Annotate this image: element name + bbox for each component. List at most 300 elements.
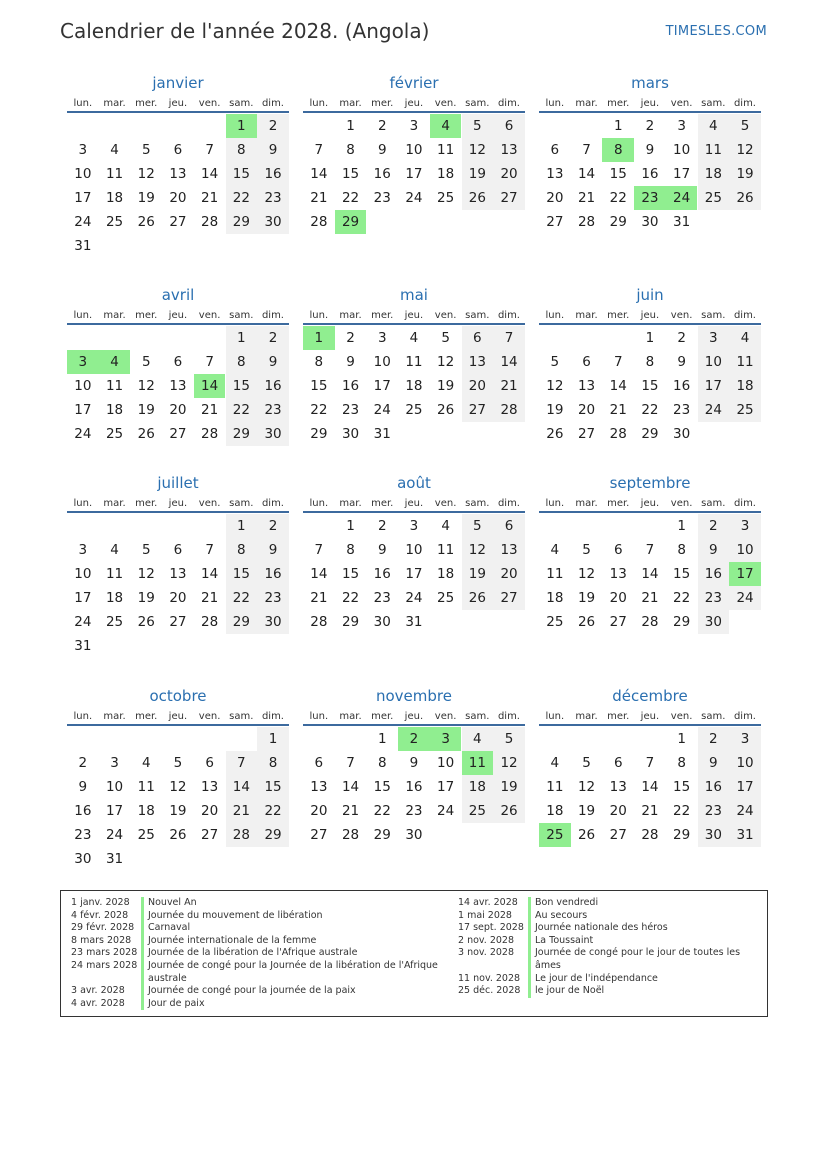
weekday-label: lun. [309, 711, 329, 722]
day: 19 [137, 190, 155, 206]
day: 2 [257, 326, 289, 350]
day: 22 [257, 799, 289, 823]
day: 1 [346, 518, 355, 534]
holiday-entry [71, 960, 451, 985]
weekday-label: dim. [261, 310, 284, 321]
weekday-label: lun. [545, 498, 565, 509]
day: 23 [373, 590, 391, 606]
site-link[interactable]: TIMESLES.COM [665, 24, 767, 39]
day: 7 [205, 354, 214, 370]
day: 12 [546, 378, 564, 394]
day: 8 [677, 755, 686, 771]
day: 19 [462, 562, 494, 586]
holiday-date: 23 mars 2028 [71, 947, 138, 959]
day: 21 [493, 374, 525, 398]
day: 20 [310, 803, 328, 819]
day: 23 [405, 803, 423, 819]
day: 5 [582, 755, 591, 771]
day: 23 [74, 827, 92, 843]
holiday-name: Le jour de l'indépendance [535, 972, 658, 984]
weekday-label: mar. [575, 310, 598, 321]
day: 29 [673, 827, 691, 843]
day: 4 [550, 542, 560, 558]
holiday-entry [71, 947, 451, 960]
day: 24 [405, 590, 423, 606]
weekday-label: lun. [73, 98, 93, 109]
day: 10 [729, 751, 761, 775]
month-name: juin [636, 286, 664, 304]
day: 6 [493, 114, 525, 138]
weekday-label: ven. [198, 310, 221, 321]
day: 19 [729, 162, 761, 186]
holiday-date: 1 janv. 2028 [71, 897, 130, 908]
day: 20 [169, 590, 187, 606]
day: 9 [257, 138, 289, 162]
day: 31 [105, 851, 124, 867]
day: 17 [373, 378, 391, 394]
weekday-label: ven. [198, 498, 221, 509]
day: 13 [201, 779, 219, 795]
weekday-label: mer. [135, 98, 158, 109]
holiday-day: 2 [398, 727, 430, 751]
day: 2 [257, 514, 289, 538]
day: 29 [226, 610, 258, 634]
weekday-header [67, 497, 289, 513]
weekday-label: sam. [701, 310, 726, 321]
holiday-day: 4 [99, 350, 131, 374]
holiday-date: 29 févr. 2028 [71, 922, 135, 934]
holiday-name: Journée de la libération de l'Afrique australe [148, 947, 358, 959]
day: 28 [226, 823, 258, 847]
day: 11 [105, 378, 124, 394]
holiday-name: le jour de Noël [535, 985, 605, 997]
day: 9 [409, 755, 419, 771]
day: 22 [673, 590, 691, 606]
weekday-label: mar. [103, 498, 126, 509]
day: 28 [609, 426, 627, 442]
weekday-label: ven. [198, 98, 221, 109]
holiday-day: 1 [303, 326, 335, 350]
weekday-label: dim. [261, 498, 284, 509]
day: 10 [373, 354, 391, 370]
day: 6 [173, 354, 183, 370]
day: 5 [462, 514, 494, 538]
day: 4 [110, 542, 119, 558]
day: 17 [729, 775, 761, 799]
day: 3 [729, 727, 761, 751]
holiday-marker [528, 985, 531, 998]
month-8 [539, 473, 761, 682]
day: 23 [257, 398, 289, 422]
month-0 [67, 73, 289, 282]
month-name: mai [400, 286, 428, 304]
holiday-entry [458, 910, 758, 923]
month-name: avril [161, 286, 195, 304]
day-grid [67, 326, 289, 494]
weekday-label: dim. [261, 711, 284, 722]
day: 23 [698, 799, 730, 823]
day: 23 [673, 402, 691, 418]
day: 18 [546, 590, 564, 606]
holiday-list-left [71, 897, 451, 1010]
day: 5 [141, 354, 151, 370]
weekday-label: ven. [434, 310, 457, 321]
day: 20 [493, 562, 525, 586]
day: 10 [729, 538, 761, 562]
day: 27 [609, 827, 627, 843]
day: 11 [546, 566, 564, 582]
month-name: septembre [609, 474, 691, 492]
month-5 [539, 285, 761, 494]
day: 23 [257, 186, 289, 210]
weekday-label: sam. [465, 498, 490, 509]
holiday-entry [71, 985, 451, 998]
day: 20 [609, 590, 627, 606]
day: 13 [462, 350, 494, 374]
day: 4 [110, 142, 119, 158]
day: 3 [677, 118, 686, 134]
day: 16 [257, 162, 289, 186]
day: 10 [405, 542, 423, 558]
weekday-label: mer. [607, 498, 630, 509]
day-grid [539, 326, 761, 494]
day: 15 [341, 166, 360, 182]
day: 14 [201, 566, 219, 582]
day: 14 [493, 350, 525, 374]
day: 12 [729, 138, 761, 162]
holiday-entry [71, 910, 451, 923]
day: 28 [201, 214, 219, 230]
day: 18 [729, 374, 761, 398]
day: 15 [609, 166, 627, 182]
day: 29 [673, 614, 691, 630]
holiday-date: 1 mai 2028 [458, 909, 512, 921]
day: 9 [677, 354, 686, 370]
day: 27 [310, 827, 328, 843]
day: 6 [314, 755, 324, 771]
day: 26 [137, 214, 155, 230]
day: 26 [137, 614, 155, 630]
day: 31 [74, 638, 92, 654]
day: 21 [201, 402, 219, 418]
day: 13 [493, 538, 525, 562]
day: 14 [577, 166, 596, 182]
holiday-date: 8 mars 2028 [71, 934, 132, 946]
weekday-header [303, 710, 525, 726]
day: 15 [257, 775, 289, 799]
holiday-date: 3 nov. 2028 [458, 947, 514, 959]
day: 23 [341, 402, 360, 418]
day: 17 [405, 566, 423, 582]
day: 9 [257, 538, 289, 562]
day: 13 [169, 378, 187, 394]
holiday-name: Jour de paix [148, 997, 205, 1009]
holiday-name: Nouvel An [148, 897, 197, 908]
day: 2 [257, 114, 289, 138]
day: 24 [74, 426, 92, 442]
day: 7 [582, 142, 591, 158]
day: 11 [105, 566, 124, 582]
day: 24 [74, 214, 92, 230]
day: 6 [493, 514, 525, 538]
weekday-label: lun. [545, 310, 565, 321]
day: 13 [169, 566, 187, 582]
holiday-marker [528, 922, 531, 935]
month-name: octobre [149, 687, 207, 705]
day-grid [67, 514, 289, 682]
day: 8 [346, 142, 355, 158]
weekday-label: jeu. [168, 98, 188, 109]
day: 2 [377, 118, 387, 134]
weekday-label: dim. [733, 498, 756, 509]
holiday-day: 14 [194, 374, 226, 398]
day: 3 [729, 514, 761, 538]
weekday-label: sam. [701, 498, 726, 509]
weekday-label: ven. [434, 498, 457, 509]
day: 22 [310, 402, 328, 418]
weekday-label: sam. [229, 498, 254, 509]
day: 2 [698, 727, 730, 751]
day: 28 [577, 214, 596, 230]
holiday-day: 8 [602, 138, 634, 162]
day: 29 [341, 614, 360, 630]
day: 28 [310, 614, 328, 630]
day: 27 [493, 186, 525, 210]
day: 4 [441, 518, 450, 534]
day: 16 [257, 374, 289, 398]
weekday-label: mar. [575, 98, 598, 109]
month-7 [303, 473, 525, 682]
day: 28 [310, 214, 328, 230]
weekday-header [303, 497, 525, 513]
month-name: mars [631, 74, 669, 92]
day: 7 [493, 326, 525, 350]
day: 15 [341, 566, 360, 582]
day: 25 [546, 614, 564, 630]
holiday-list [60, 890, 768, 1017]
day: 15 [673, 566, 691, 582]
holiday-day: 23 [634, 186, 666, 210]
weekday-label: sam. [465, 310, 490, 321]
day: 6 [613, 542, 623, 558]
day: 12 [437, 354, 455, 370]
day: 9 [257, 350, 289, 374]
day: 18 [105, 190, 124, 206]
day: 5 [729, 114, 761, 138]
day: 16 [698, 775, 730, 799]
day: 19 [137, 402, 155, 418]
day: 29 [257, 823, 289, 847]
weekday-label: dim. [733, 711, 756, 722]
holiday-date: 2 nov. 2028 [458, 934, 514, 946]
weekday-label: mar. [575, 498, 598, 509]
day-grid [303, 727, 525, 895]
weekday-label: mer. [371, 310, 394, 321]
day: 1 [677, 731, 686, 747]
holiday-marker [528, 910, 531, 923]
day: 22 [341, 190, 360, 206]
day: 20 [493, 162, 525, 186]
weekday-label: sam. [701, 98, 726, 109]
day: 21 [310, 590, 328, 606]
day: 30 [74, 851, 92, 867]
day: 6 [173, 142, 183, 158]
weekday-label: lun. [545, 98, 565, 109]
day: 29 [641, 426, 659, 442]
day: 8 [257, 751, 289, 775]
day: 15 [226, 374, 258, 398]
day: 30 [405, 827, 423, 843]
day: 1 [613, 118, 623, 134]
holiday-day: 24 [666, 186, 698, 210]
day: 2 [645, 118, 655, 134]
weekday-header [539, 309, 761, 325]
day: 14 [641, 779, 659, 795]
holiday-name: Au secours [535, 909, 588, 921]
day: 17 [673, 166, 691, 182]
day: 22 [226, 398, 258, 422]
day: 31 [74, 238, 92, 254]
day: 18 [105, 402, 124, 418]
day: 24 [105, 827, 124, 843]
day-grid [67, 727, 289, 895]
day: 27 [169, 614, 187, 630]
weekday-label: dim. [733, 310, 756, 321]
day: 16 [373, 166, 391, 182]
weekday-label: mer. [371, 711, 394, 722]
day: 16 [641, 166, 659, 182]
day: 3 [78, 542, 88, 558]
day: 9 [78, 779, 88, 795]
day: 11 [137, 779, 155, 795]
day: 18 [462, 775, 494, 799]
day: 27 [201, 827, 219, 843]
day: 18 [105, 590, 124, 606]
holiday-name: Journée de congé pour la Journée de la libération de l'Afrique australe [148, 959, 438, 984]
holiday-day: 3 [67, 350, 99, 374]
weekday-label: jeu. [404, 498, 424, 509]
weekday-label: ven. [670, 98, 693, 109]
weekday-label: lun. [309, 98, 329, 109]
holiday-entry [458, 973, 758, 986]
holiday-date: 14 avr. 2028 [458, 897, 518, 908]
day: 15 [226, 162, 258, 186]
weekday-label: dim. [497, 98, 520, 109]
holiday-name: Journée de congé pour le jour de toutes les âmes [535, 947, 741, 971]
day: 18 [137, 803, 155, 819]
day: 10 [698, 350, 730, 374]
day: 28 [341, 827, 360, 843]
day: 8 [226, 138, 258, 162]
weekday-label: mer. [371, 98, 394, 109]
day: 17 [74, 190, 92, 206]
holiday-marker [141, 935, 144, 948]
weekday-label: jeu. [404, 711, 424, 722]
day: 10 [74, 378, 92, 394]
day: 10 [405, 142, 423, 158]
weekday-label: dim. [497, 711, 520, 722]
weekday-label: sam. [465, 98, 490, 109]
day: 2 [346, 330, 355, 346]
weekday-label: mer. [371, 498, 394, 509]
day: 25 [105, 214, 124, 230]
day: 18 [546, 803, 564, 819]
day-grid [539, 727, 761, 895]
day: 17 [105, 803, 124, 819]
holiday-day: 29 [335, 210, 367, 234]
day: 25 [462, 799, 494, 823]
day: 14 [310, 566, 328, 582]
holiday-date: 11 nov. 2028 [458, 972, 521, 984]
day: 18 [437, 166, 455, 182]
day: 16 [341, 378, 360, 394]
day: 9 [698, 538, 730, 562]
day: 28 [641, 614, 659, 630]
day: 21 [201, 590, 219, 606]
day: 10 [105, 779, 124, 795]
weekday-label: jeu. [168, 711, 188, 722]
day: 24 [405, 190, 423, 206]
day: 30 [341, 426, 360, 442]
day: 17 [74, 590, 92, 606]
day: 4 [729, 326, 761, 350]
day: 11 [437, 542, 455, 558]
day: 27 [493, 586, 525, 610]
day: 22 [226, 586, 258, 610]
day: 26 [577, 614, 596, 630]
day: 9 [377, 542, 387, 558]
month-name: juillet [157, 474, 199, 492]
day: 22 [341, 590, 360, 606]
day: 16 [673, 378, 691, 394]
day-grid [539, 114, 761, 282]
month-name: décembre [612, 687, 688, 705]
day: 1 [377, 731, 387, 747]
day: 18 [437, 566, 455, 582]
day: 8 [645, 354, 655, 370]
day: 12 [462, 538, 494, 562]
day: 27 [462, 398, 494, 422]
day: 7 [314, 142, 324, 158]
day: 12 [169, 779, 187, 795]
month-1 [303, 73, 525, 282]
day: 13 [577, 378, 596, 394]
day: 3 [377, 330, 387, 346]
day: 12 [577, 779, 596, 795]
day: 21 [310, 190, 328, 206]
day: 26 [493, 799, 525, 823]
month-2 [539, 73, 761, 282]
day: 25 [105, 426, 124, 442]
day: 15 [641, 378, 659, 394]
day: 19 [437, 378, 455, 394]
day: 30 [257, 422, 289, 446]
weekday-label: ven. [434, 711, 457, 722]
day: 7 [645, 542, 655, 558]
weekday-label: jeu. [404, 98, 424, 109]
day: 8 [677, 542, 686, 558]
weekday-label: mer. [607, 310, 630, 321]
weekday-header [67, 97, 289, 113]
holiday-marker [528, 973, 531, 986]
day: 14 [310, 166, 328, 182]
day: 23 [257, 586, 289, 610]
month-6 [67, 473, 289, 682]
day: 27 [169, 214, 187, 230]
day: 31 [373, 426, 391, 442]
day: 6 [613, 755, 623, 771]
day: 26 [462, 586, 494, 610]
